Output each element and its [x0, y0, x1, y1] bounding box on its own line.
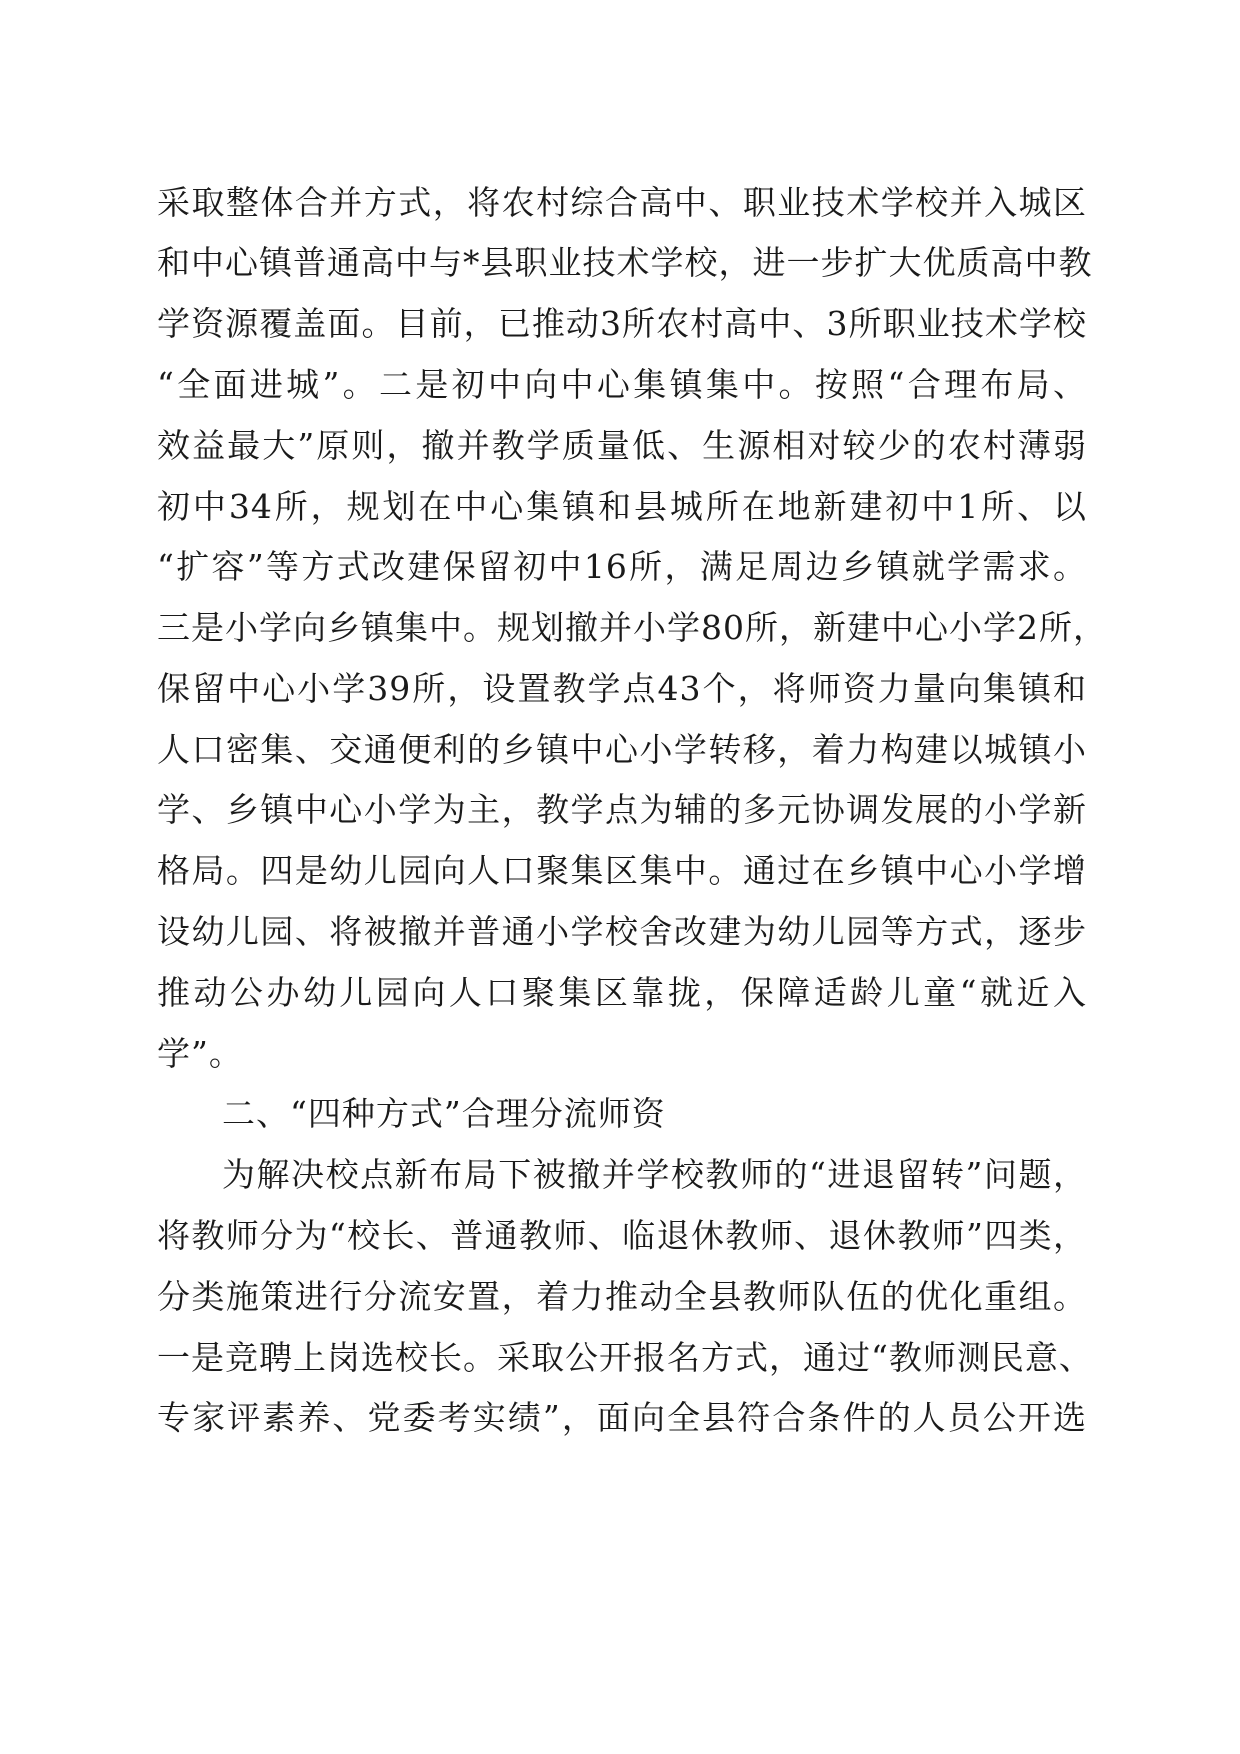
text-line: 一是竞聘上岗选校长。采取公开报名方式，通过“教师测民意、 [157, 1338, 1093, 1377]
text-line: 效益最大”原则，撤并教学质量低、生源相对较少的农村薄弱 [157, 426, 1087, 465]
text-line: 三是小学向乡镇集中。规划撤并小学80所，新建中心小学2所， [157, 608, 1107, 647]
text-line: 学、乡镇中心小学为主，教学点为辅的多元协调发展的小学新 [157, 790, 1087, 829]
text-line: 采取整体合并方式，将农村综合高中、职业技术学校并入城区 [157, 183, 1087, 222]
text-line: 设幼儿园、将被撤并普通小学校舍改建为幼儿园等方式，逐步 [157, 912, 1087, 951]
text-line: “全面进城”。二是初中向中心集镇集中。按照“合理布局、 [157, 365, 1087, 404]
text-line: 人口密集、交通便利的乡镇中心小学转移，着力构建以城镇小 [157, 730, 1087, 769]
text-line: 学”。 [157, 1034, 243, 1073]
text-line: 初中34所，规划在中心集镇和县城所在地新建初中1所、以 [157, 487, 1087, 526]
text-line: 保留中心小学39所，设置教学点43个，将师资力量向集镇和 [157, 669, 1087, 708]
text-line: 推动公办幼儿园向人口聚集区靠拢，保障适龄儿童“就近入 [157, 973, 1087, 1012]
text-line: 为解决校点新布局下被撤并学校教师的“进退留转”问题， [222, 1155, 1087, 1194]
text-line: 和中心镇普通高中与*县职业技术学校，进一步扩大优质高中教 [157, 243, 1093, 282]
text-line: 格局。四是幼儿园向人口聚集区集中。通过在乡镇中心小学增 [157, 851, 1087, 890]
section-heading: 二、“四种方式”合理分流师资 [222, 1094, 666, 1133]
text-line: 学资源覆盖面。目前，已推动3所农村高中、3所职业技术学校 [157, 304, 1087, 343]
text-line: 专家评素养、党委考实绩”，面向全县符合条件的人员公开选 [157, 1398, 1087, 1437]
text-line: 分类施策进行分流安置，着力推动全县教师队伍的优化重组。 [157, 1277, 1087, 1316]
text-line: 将教师分为“校长、普通教师、临退休教师、退休教师”四类， [157, 1216, 1087, 1255]
text-line: “扩容”等方式改建保留初中16所，满足周边乡镇就学需求。 [157, 547, 1087, 586]
